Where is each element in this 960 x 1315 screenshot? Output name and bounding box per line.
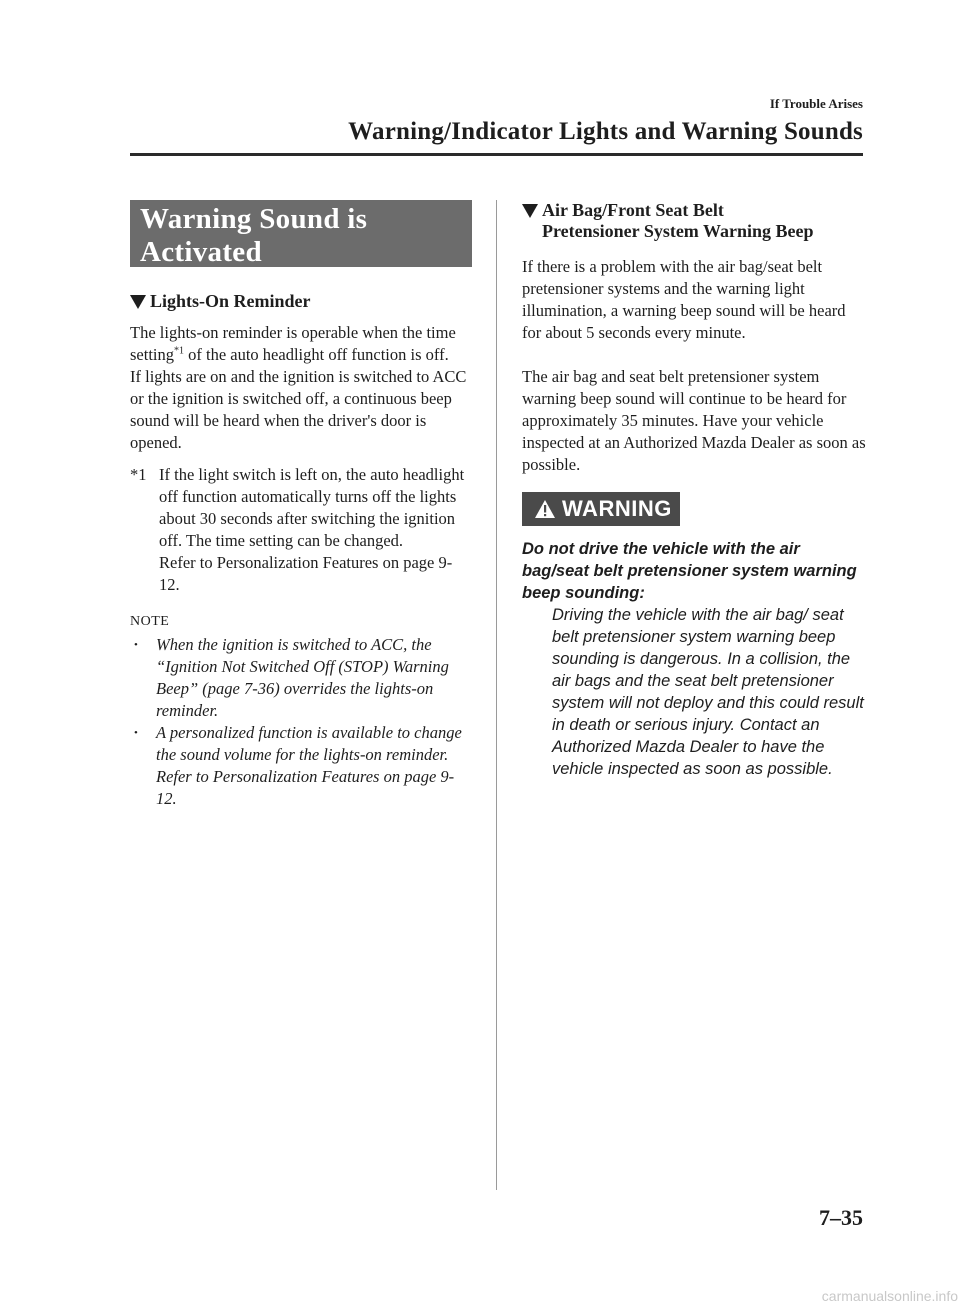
note-text: When the ignition is switched to ACC, the “Ignition Not Switched Off (STOP) Warning Beep” (page 7-36) overrides the lights-on reminder. (156, 635, 449, 720)
right-column (522, 200, 866, 780)
warning-heading: Do not drive the vehicle with the air bag/seat belt pretensioner system warning beep sounding: (522, 540, 857, 602)
triangle-bullet-icon (522, 204, 538, 218)
lights-on-description (130, 322, 472, 454)
section-title-line2: Activated (140, 236, 262, 268)
subhead-air-bag-warning-beep (522, 200, 822, 242)
warning-triangle-icon (534, 499, 556, 519)
note-list (130, 634, 472, 810)
footnote-text: If the light switch is left on, the auto headlight off function automatically turns off the lights about 30 seconds after switching the ignition off. The time setting can be changed. (159, 465, 465, 550)
note-item (130, 634, 472, 722)
left-column (130, 200, 472, 810)
warning-box (522, 492, 866, 780)
warning-text: Driving the vehicle with the air bag/ seat belt pretensioner system warning beep sounding is dangerous. In a collision, the air bags and the seat belt pretensioner system will not deploy and this could result in death or serious injury. Contact an Authorized Mazda Dealer to have the vehicle inspected as soon as possible. (552, 606, 864, 778)
page-header (130, 96, 863, 146)
note-reference: Refer to Personalization Features on page 9-12. (156, 767, 455, 808)
warning-badge (522, 492, 680, 526)
bullet-icon: • (134, 727, 138, 739)
footnote-ref: *1 (174, 345, 184, 357)
air-bag-description (522, 256, 866, 476)
footer-watermark: carmanualsonline.info (821, 1288, 958, 1304)
footnote-body (159, 464, 472, 596)
subhead-text: Lights-On Reminder (150, 291, 311, 311)
paragraph: If lights are on and the ignition is switched to ACC or the ignition is switched off, a continuous beep sound will be heard when the driver's door is opened. (130, 367, 467, 452)
column-divider (496, 200, 497, 1190)
page-number: 7–35 (819, 1205, 863, 1230)
paragraph-part: The lights-on reminder is operable when the time setting (130, 323, 456, 364)
bullet-icon: • (134, 639, 138, 651)
section-name: If Trouble Arises (769, 96, 863, 111)
note-item (130, 722, 472, 810)
subhead-lights-on-reminder (130, 291, 472, 312)
paragraph: The air bag and seat belt pretensioner system warning beep sound will continue to be heard for approximately 35 minutes. Have your vehicle inspected at an Authorized Mazda Dealer as soon as possible. (522, 367, 866, 474)
note-text: A personalized function is available to change the sound volume for the lights-on reminder. (156, 723, 462, 764)
paragraph (130, 322, 472, 366)
paragraph-part: of the auto headlight off function is off. (184, 345, 449, 364)
note-body (156, 722, 472, 810)
section-title-block (130, 200, 472, 267)
footnote (130, 464, 472, 596)
section-title-line1: Warning Sound is (140, 203, 368, 235)
triangle-bullet-icon (130, 295, 146, 309)
footnote-reference: Refer to Personalization Features on page 9-12. (159, 553, 453, 594)
header-rule (130, 153, 863, 156)
footnote-mark: *1 (130, 465, 147, 484)
note-title: NOTE (130, 614, 170, 629)
chapter-title: Warning/Indicator Lights and Warning Sounds (348, 118, 863, 145)
warning-label: WARNING (562, 495, 672, 521)
subhead-text: Air Bag/Front Seat Belt Pretensioner System Warning Beep (542, 200, 814, 241)
paragraph: If there is a problem with the air bag/seat belt pretensioner systems and the warning light illumination, a warning beep sound will be heard for about 5 seconds every minute. (522, 257, 846, 342)
